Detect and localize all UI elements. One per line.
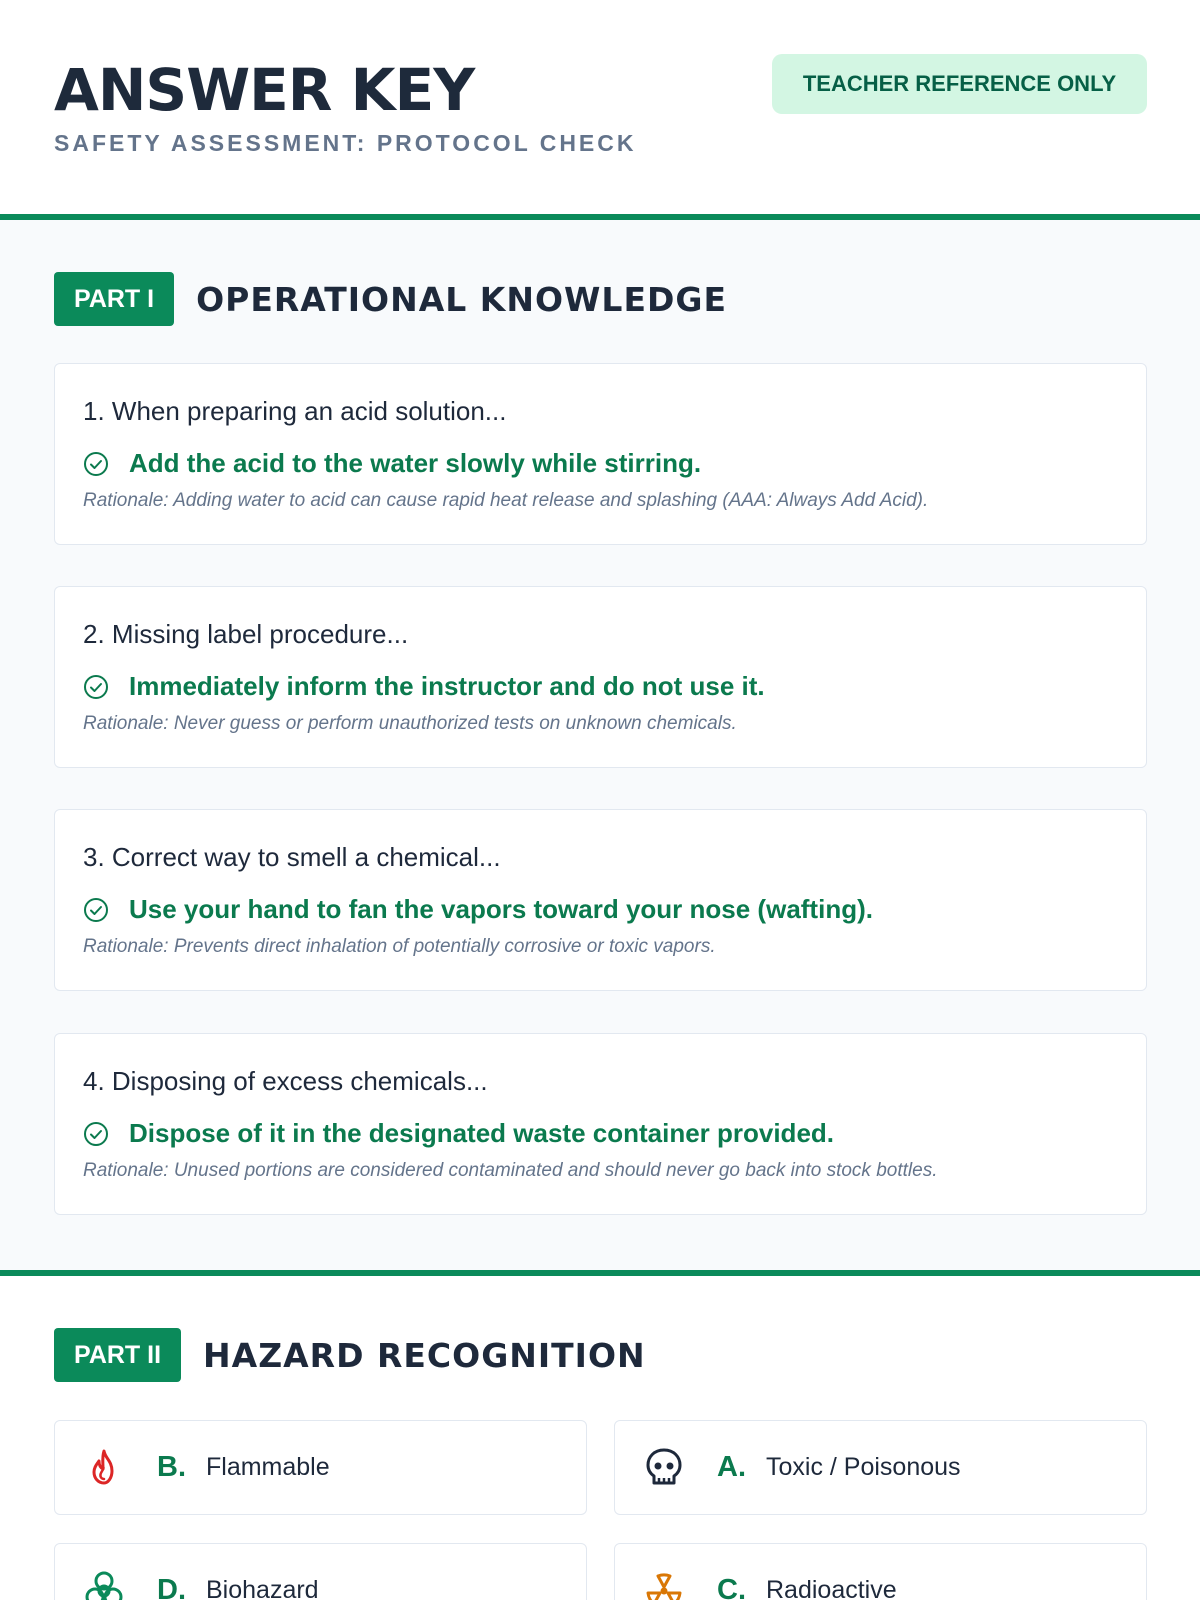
- hazard-card-radioactive: [614, 1543, 1147, 1600]
- correct-answer: Dispose of it in the designated waste container provided.: [129, 1118, 835, 1148]
- hazard-answer-letter: C.: [717, 1574, 746, 1600]
- question-text: 1. When preparing an acid solution...: [83, 396, 507, 426]
- part-two-heading: [54, 1328, 646, 1382]
- correct-answer: Add the acid to the water slowly while stirring.: [129, 448, 702, 478]
- check-circle-icon: [83, 1121, 109, 1147]
- page-subtitle: SAFETY ASSESSMENT: PROTOCOL CHECK: [54, 130, 637, 156]
- question-card: [54, 809, 1147, 991]
- hazard-label: Flammable: [206, 1453, 330, 1481]
- answer-row: [83, 448, 701, 479]
- hazard-answer-letter: A.: [717, 1451, 746, 1483]
- skull-icon: [641, 1445, 687, 1491]
- answer-row: [83, 671, 765, 702]
- question-card: [54, 363, 1147, 545]
- part-one-section: [0, 220, 1200, 1276]
- answer-row: [83, 1118, 834, 1149]
- radioactive-icon: [641, 1568, 687, 1600]
- question-card: [54, 586, 1147, 768]
- part-two-chip: PART II: [54, 1328, 181, 1382]
- part-two-title: HAZARD RECOGNITION: [203, 1335, 646, 1375]
- question-text: 2. Missing label procedure...: [83, 619, 409, 649]
- hazard-answer-letter: B.: [157, 1451, 186, 1483]
- hazard-card-flammable: [54, 1420, 587, 1515]
- hazard-label: Toxic / Poisonous: [766, 1453, 961, 1481]
- hazard-label: Radioactive: [766, 1576, 897, 1600]
- rationale-text: Rationale: Adding water to acid can cause rapid heat release and splashing (AAA: Always Add Acid).: [83, 490, 929, 511]
- rationale-text: Rationale: Unused portions are considered contaminated and should never go back into stock bottles.: [83, 1160, 938, 1181]
- hazard-card-toxic: [614, 1420, 1147, 1515]
- rationale-text: Rationale: Never guess or perform unauthorized tests on unknown chemicals.: [83, 713, 737, 734]
- part-one-heading: [54, 272, 727, 326]
- check-circle-icon: [83, 897, 109, 923]
- check-circle-icon: [83, 451, 109, 477]
- question-text: 3. Correct way to smell a chemical...: [83, 842, 501, 872]
- biohazard-icon: [81, 1568, 127, 1600]
- hazard-answer-letter: D.: [157, 1574, 186, 1600]
- question-text: 4. Disposing of excess chemicals...: [83, 1066, 488, 1096]
- flame-icon: [81, 1445, 127, 1491]
- rationale-text: Rationale: Prevents direct inhalation of potentially corrosive or toxic vapors.: [83, 936, 716, 957]
- correct-answer: Use your hand to fan the vapors toward your nose (wafting).: [129, 894, 873, 924]
- teacher-reference-badge: TEACHER REFERENCE ONLY: [772, 54, 1147, 114]
- answer-key-header: [0, 0, 1200, 220]
- question-card: [54, 1033, 1147, 1215]
- hazard-card-biohazard: [54, 1543, 587, 1600]
- part-two-section: [0, 1276, 1200, 1600]
- correct-answer: Immediately inform the instructor and do not use it.: [129, 671, 765, 701]
- part-one-title: OPERATIONAL KNOWLEDGE: [196, 279, 728, 319]
- page-title: ANSWER KEY: [54, 56, 475, 124]
- check-circle-icon: [83, 674, 109, 700]
- answer-row: [83, 894, 873, 925]
- part-one-chip: PART I: [54, 272, 174, 326]
- hazard-label: Biohazard: [206, 1576, 319, 1600]
